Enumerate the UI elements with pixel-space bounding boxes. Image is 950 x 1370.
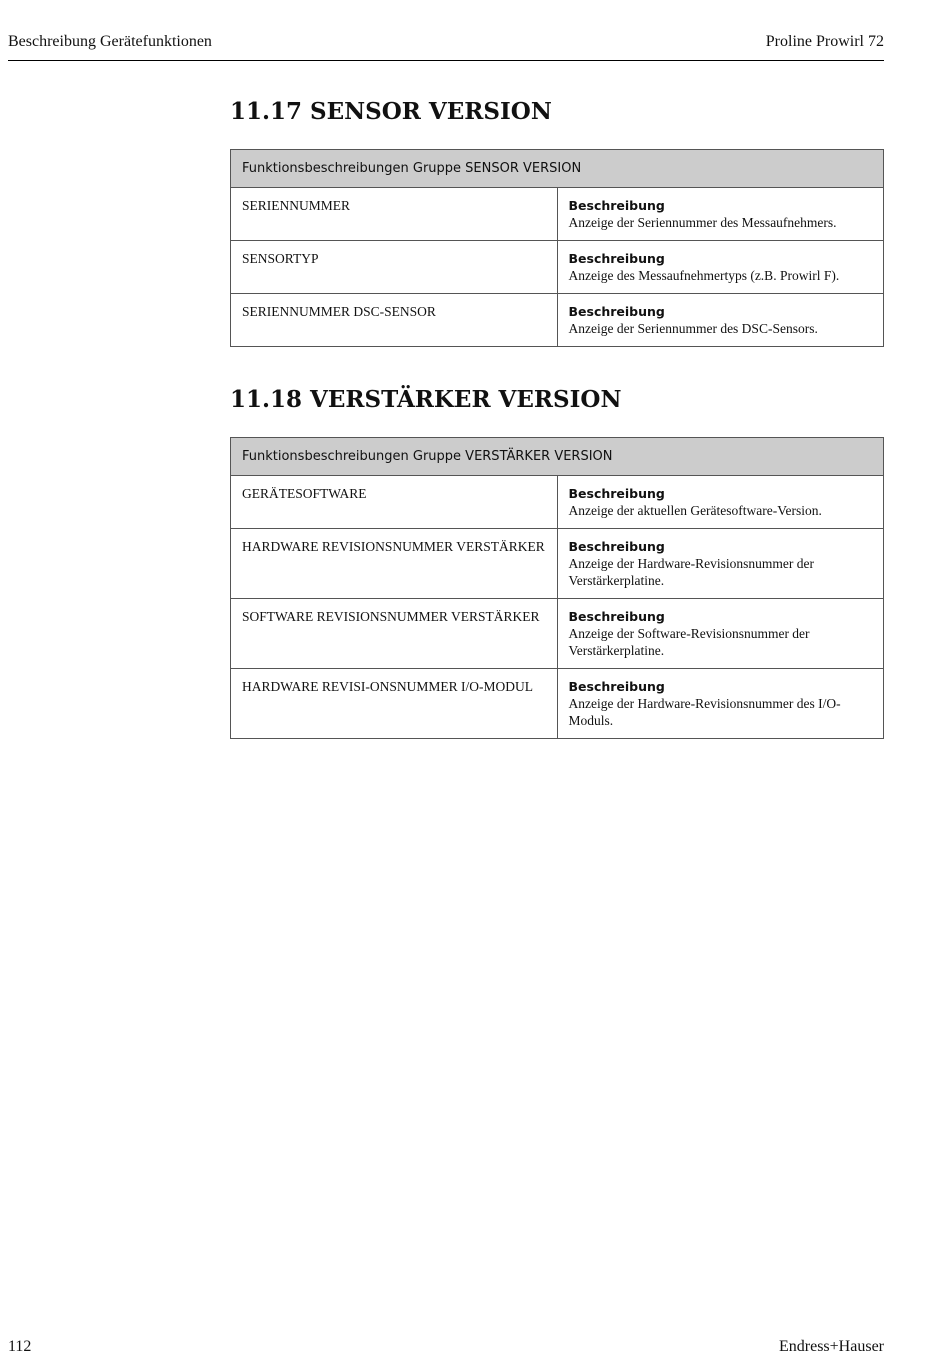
description-text: Anzeige der aktuellen Gerätesoftware-Version. [568, 503, 822, 518]
section-number: 11.17 [230, 98, 303, 125]
section-heading: VERSTÄRKER VERSION [310, 386, 622, 413]
page-number: 112 [8, 1338, 32, 1355]
section-title [230, 95, 884, 129]
description-text: Anzeige des Messaufnehmertyps (z.B. Prowirl F). [568, 268, 840, 283]
table-header: Funktionsbeschreibungen Gruppe VERSTÄRKER VERSION [231, 438, 884, 476]
header-chapter-title: Beschreibung Gerätefunktionen [8, 33, 212, 50]
function-description [557, 669, 884, 739]
table-row [231, 476, 884, 529]
function-table [230, 437, 884, 739]
table-header: Funktionsbeschreibungen Gruppe SENSOR VERSION [231, 150, 884, 188]
function-name: HARDWARE REVISI-ONSNUMMER I/O-MODUL [231, 669, 558, 739]
function-description [557, 188, 884, 241]
function-description [557, 599, 884, 669]
section-heading: SENSOR VERSION [310, 98, 552, 125]
description-text: Anzeige der Seriennummer des DSC-Sensors. [568, 321, 818, 336]
function-description [557, 529, 884, 599]
table-row [231, 241, 884, 294]
page-content [230, 95, 884, 739]
page-footer [8, 1338, 884, 1362]
description-label: Beschreibung [568, 539, 665, 554]
description-text: Anzeige der Hardware-Revisionsnummer der Verstärkerplatine. [568, 556, 815, 588]
function-name: SOFTWARE REVISIONSNUMMER VERSTÄRKER [231, 599, 558, 669]
section-number: 11.18 [230, 386, 303, 413]
function-name: GERÄTESOFTWARE [231, 476, 558, 529]
description-text: Anzeige der Hardware-Revisionsnummer des I/O-Moduls. [568, 696, 841, 728]
section-sensor-version [230, 95, 884, 347]
section-title [230, 383, 884, 417]
table-row [231, 188, 884, 241]
table-row [231, 294, 884, 347]
header-product-name: Proline Prowirl 72 [765, 33, 884, 50]
function-name: HARDWARE REVISIONSNUMMER VERSTÄRKER [231, 529, 558, 599]
description-label: Beschreibung [568, 609, 665, 624]
table-row [231, 599, 884, 669]
function-name: SERIENNUMMER [231, 188, 558, 241]
section-verstaerker-version [230, 383, 884, 739]
description-text: Anzeige der Seriennummer des Messaufnehmers. [568, 215, 837, 230]
function-description [557, 476, 884, 529]
description-label: Beschreibung [568, 486, 665, 501]
page-header [8, 30, 884, 61]
description-label: Beschreibung [568, 679, 665, 694]
function-name: SENSORTYP [231, 241, 558, 294]
function-description [557, 294, 884, 347]
table-row [231, 529, 884, 599]
description-text: Anzeige der Software-Revisionsnummer der Verstärkerplatine. [568, 626, 810, 658]
function-table [230, 149, 884, 347]
function-name: SERIENNUMMER DSC-SENSOR [231, 294, 558, 347]
description-label: Beschreibung [568, 304, 665, 319]
description-label: Beschreibung [568, 198, 665, 213]
table-row [231, 669, 884, 739]
description-label: Beschreibung [568, 251, 665, 266]
brand-name: Endress+Hauser [779, 1338, 884, 1355]
function-description [557, 241, 884, 294]
